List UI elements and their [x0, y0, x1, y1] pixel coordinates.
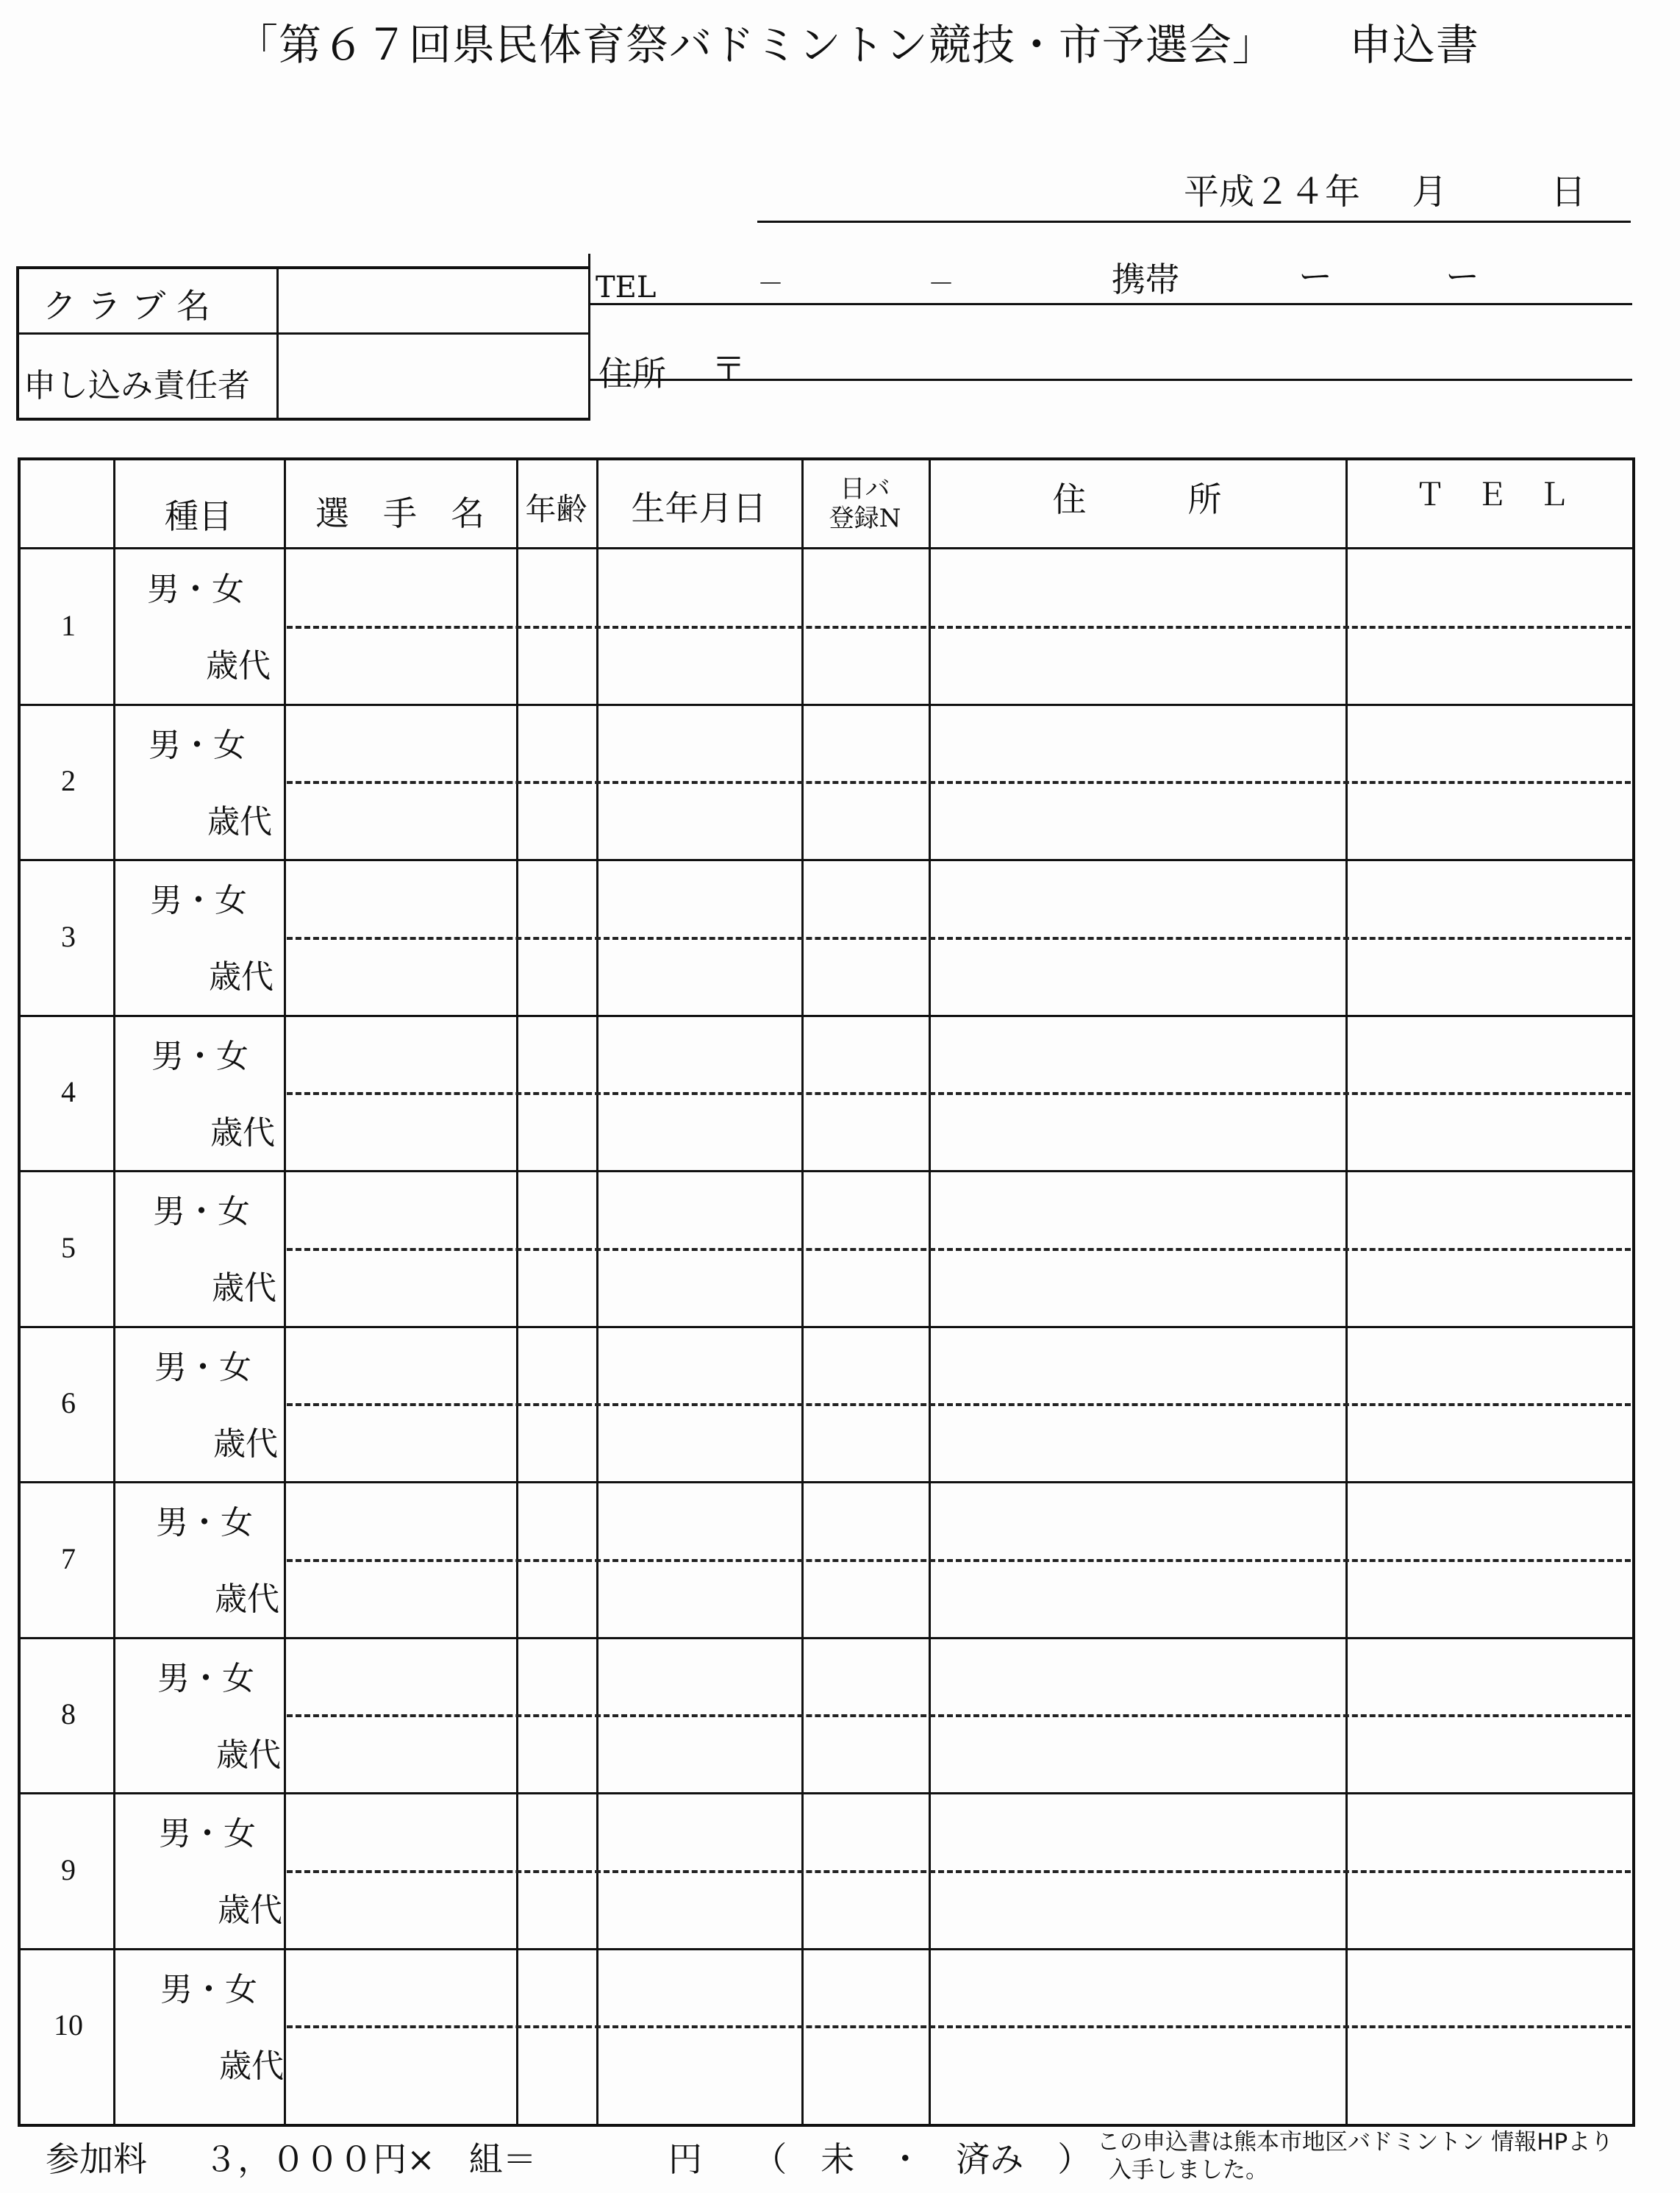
header-birthdate: 生年月日 [631, 488, 767, 528]
date-underline [757, 221, 1631, 223]
table-row [21, 1327, 1632, 1483]
responsible-label: 申し込み責任者 [24, 367, 250, 404]
tel-separator-2: － [928, 269, 955, 299]
row-number: 9 [61, 1853, 76, 1886]
header-registration [801, 460, 929, 547]
age-group: 歳代 [212, 1269, 276, 1307]
header-registration-top: 日バ [840, 474, 890, 504]
document-type: 申込書 [1348, 20, 1479, 70]
club-name-label: ク ラ ブ 名 [43, 286, 210, 326]
postal-mark: 〒 [712, 349, 746, 389]
row-dashed-divider [287, 2025, 1631, 2028]
row-number: 7 [61, 1541, 76, 1575]
age-group: 歳代 [209, 958, 274, 996]
row-dashed-divider [287, 781, 1631, 784]
row-number: 4 [61, 1075, 76, 1109]
fee-label: 参加料 [46, 2139, 147, 2179]
sex-choice: 男・女 [149, 726, 246, 764]
address-label: 住所 [598, 354, 666, 393]
info-box-divider [276, 266, 279, 421]
source-note-line-2: 入手しました。 [1109, 2157, 1268, 2183]
fee-line [46, 2133, 1091, 2181]
tel-label: TEL [596, 271, 657, 304]
header-player-name: 選 手 名 [315, 493, 485, 533]
row-dashed-divider [287, 1870, 1631, 1873]
table-row [21, 549, 1632, 705]
row-dashed-divider [287, 1248, 1631, 1251]
row-dashed-divider [287, 1714, 1631, 1717]
table-row [21, 705, 1632, 861]
table-row [21, 860, 1632, 1016]
source-note [1097, 2128, 1678, 2184]
sex-choice: 男・女 [153, 1193, 250, 1230]
date-era: 平成２４年 [1184, 171, 1361, 213]
age-group: 歳代 [219, 2047, 284, 2085]
date-day: 日 [1551, 171, 1587, 213]
fee-formula: ３，０００円× 組＝ [204, 2139, 537, 2179]
row-dashed-divider [287, 626, 1631, 629]
date-line [1184, 163, 1586, 214]
row-dashed-divider [287, 1092, 1631, 1095]
info-box-top [16, 266, 590, 269]
payment-status: （ 未 ・ 済み ） [753, 2139, 1092, 2179]
sex-choice: 男・女 [154, 1348, 251, 1386]
sex-choice: 男・女 [150, 882, 247, 919]
info-box-right [588, 254, 590, 421]
sex-choice: 男・女 [156, 1504, 253, 1541]
tel-underline [588, 303, 1632, 305]
header-category: 種目 [165, 496, 232, 536]
row-number: 3 [61, 919, 76, 953]
row-dashed-divider [287, 1559, 1631, 1562]
age-group: 歳代 [207, 802, 272, 841]
info-box-left [16, 266, 19, 421]
row-number: 10 [54, 2008, 83, 2042]
info-box-mid [16, 332, 590, 335]
age-group: 歳代 [216, 1736, 281, 1774]
header-address: 住 所 [1052, 479, 1222, 519]
event-title: 「第６７回県民体育祭バドミントン競技・市予選会」 [235, 20, 1276, 70]
table-row [21, 1483, 1632, 1638]
table-row [21, 1794, 1632, 1950]
player-table [18, 457, 1635, 2127]
table-row [21, 1172, 1632, 1327]
row-number: 1 [61, 608, 76, 642]
mobile-label: 携帯 [1112, 260, 1179, 299]
header-tel: Ｔ Ｅ Ｌ [1414, 477, 1569, 513]
info-box-bottom [16, 418, 590, 421]
tel-separator-1: － [757, 269, 784, 299]
table-row [21, 1950, 1632, 2105]
source-note-line-1: この申込書は熊本市地区バドミントン 情報HPより [1097, 2129, 1614, 2155]
sex-choice: 男・女 [159, 1815, 256, 1853]
row-number: 2 [61, 764, 76, 798]
table-row [21, 1016, 1632, 1172]
age-group: 歳代 [213, 1424, 278, 1463]
age-group: 歳代 [215, 1580, 279, 1618]
row-number: 6 [61, 1386, 76, 1420]
sex-choice: 男・女 [160, 1970, 257, 2008]
table-row [21, 1638, 1632, 1794]
mobile-separator-2: ー [1445, 257, 1479, 296]
age-group: 歳代 [218, 1891, 282, 1929]
row-dashed-divider [287, 937, 1631, 940]
date-month: 月 [1412, 171, 1448, 213]
age-group: 歳代 [210, 1113, 275, 1152]
sex-choice: 男・女 [157, 1659, 254, 1697]
age-group: 歳代 [206, 647, 271, 685]
sex-choice: 男・女 [147, 571, 244, 608]
header-age: 年齢 [525, 491, 587, 527]
row-number: 8 [61, 1697, 76, 1731]
header-registration-bottom: 登録N [829, 504, 901, 533]
row-dashed-divider [287, 1403, 1631, 1406]
sex-choice: 男・女 [151, 1037, 249, 1075]
mobile-separator-1: ー [1298, 257, 1332, 296]
row-number: 5 [61, 1230, 76, 1264]
form-title [235, 10, 1479, 72]
fee-yen: 円 [668, 2139, 703, 2179]
